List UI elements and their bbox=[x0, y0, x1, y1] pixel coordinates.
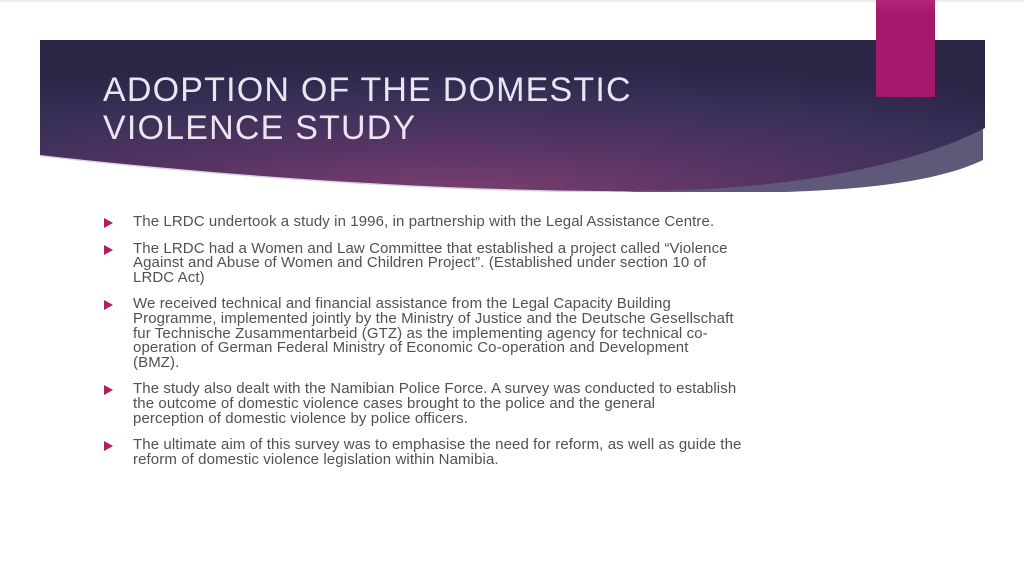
bullet-line: operation of German Federal Ministry of Economic Co-operation and Development bbox=[133, 339, 689, 357]
bullet-line: fur Technische Zusammentarbeid (GTZ) as the implementing agency for technical co- bbox=[133, 324, 708, 342]
bullet-triangle-icon bbox=[104, 441, 113, 451]
bullet-line: the outcome of domestic violence cases brought to the police and the general bbox=[133, 394, 656, 412]
bullet-triangle-icon bbox=[104, 218, 113, 228]
bullet-item bbox=[103, 215, 873, 230]
title-banner bbox=[40, 40, 985, 192]
slide-title-line2: VIOLENCE STUDY bbox=[103, 109, 417, 147]
top-hairline bbox=[0, 0, 1024, 2]
bullet-line: LRDC Act) bbox=[133, 268, 205, 286]
bullet-text bbox=[133, 438, 873, 467]
bullet-text bbox=[133, 382, 873, 426]
bullet-list bbox=[103, 215, 873, 479]
bullet-line: The ultimate aim of this survey was to emphasise the need for reform, as well as guide the bbox=[133, 436, 742, 454]
bullet-item bbox=[103, 297, 873, 370]
bullet-line: We received technical and financial assistance from the Legal Capacity Building bbox=[133, 295, 671, 313]
slide-title-line1: ADOPTION OF THE DOMESTIC bbox=[103, 71, 632, 109]
bullet-item bbox=[103, 239, 873, 286]
bullet-line: The LRDC had a Women and Law Committee that established a project called “Violence bbox=[133, 239, 728, 257]
bullet-text bbox=[133, 297, 873, 370]
bullet-line: perception of domestic violence by police officers. bbox=[133, 409, 468, 427]
bullet-item bbox=[103, 382, 873, 426]
bullet-line: reform of domestic violence legislation within Namibia. bbox=[133, 450, 499, 468]
bullet-line: Programme, implemented jointly by the Ministry of Justice and the Deutsche Gesellschaft bbox=[133, 309, 734, 327]
bullet-line: (BMZ). bbox=[133, 353, 180, 371]
slide-title bbox=[103, 71, 632, 147]
bullet-line: The study also dealt with the Namibian Police Force. A survey was conducted to establish bbox=[133, 380, 737, 398]
bullet-line: The LRDC undertook a study in 1996, in partnership with the Legal Assistance Centre. bbox=[133, 213, 715, 230]
bullet-text bbox=[133, 239, 873, 286]
accent-bar bbox=[876, 0, 935, 97]
bullet-text bbox=[133, 215, 873, 230]
bullet-triangle-icon bbox=[104, 245, 113, 255]
bullet-line: Against and Abuse of Women and Children Project”. (Established under section 10 of bbox=[133, 254, 707, 272]
bullet-triangle-icon bbox=[104, 300, 113, 310]
bullet-item bbox=[103, 438, 873, 467]
bullet-triangle-icon bbox=[104, 385, 113, 395]
